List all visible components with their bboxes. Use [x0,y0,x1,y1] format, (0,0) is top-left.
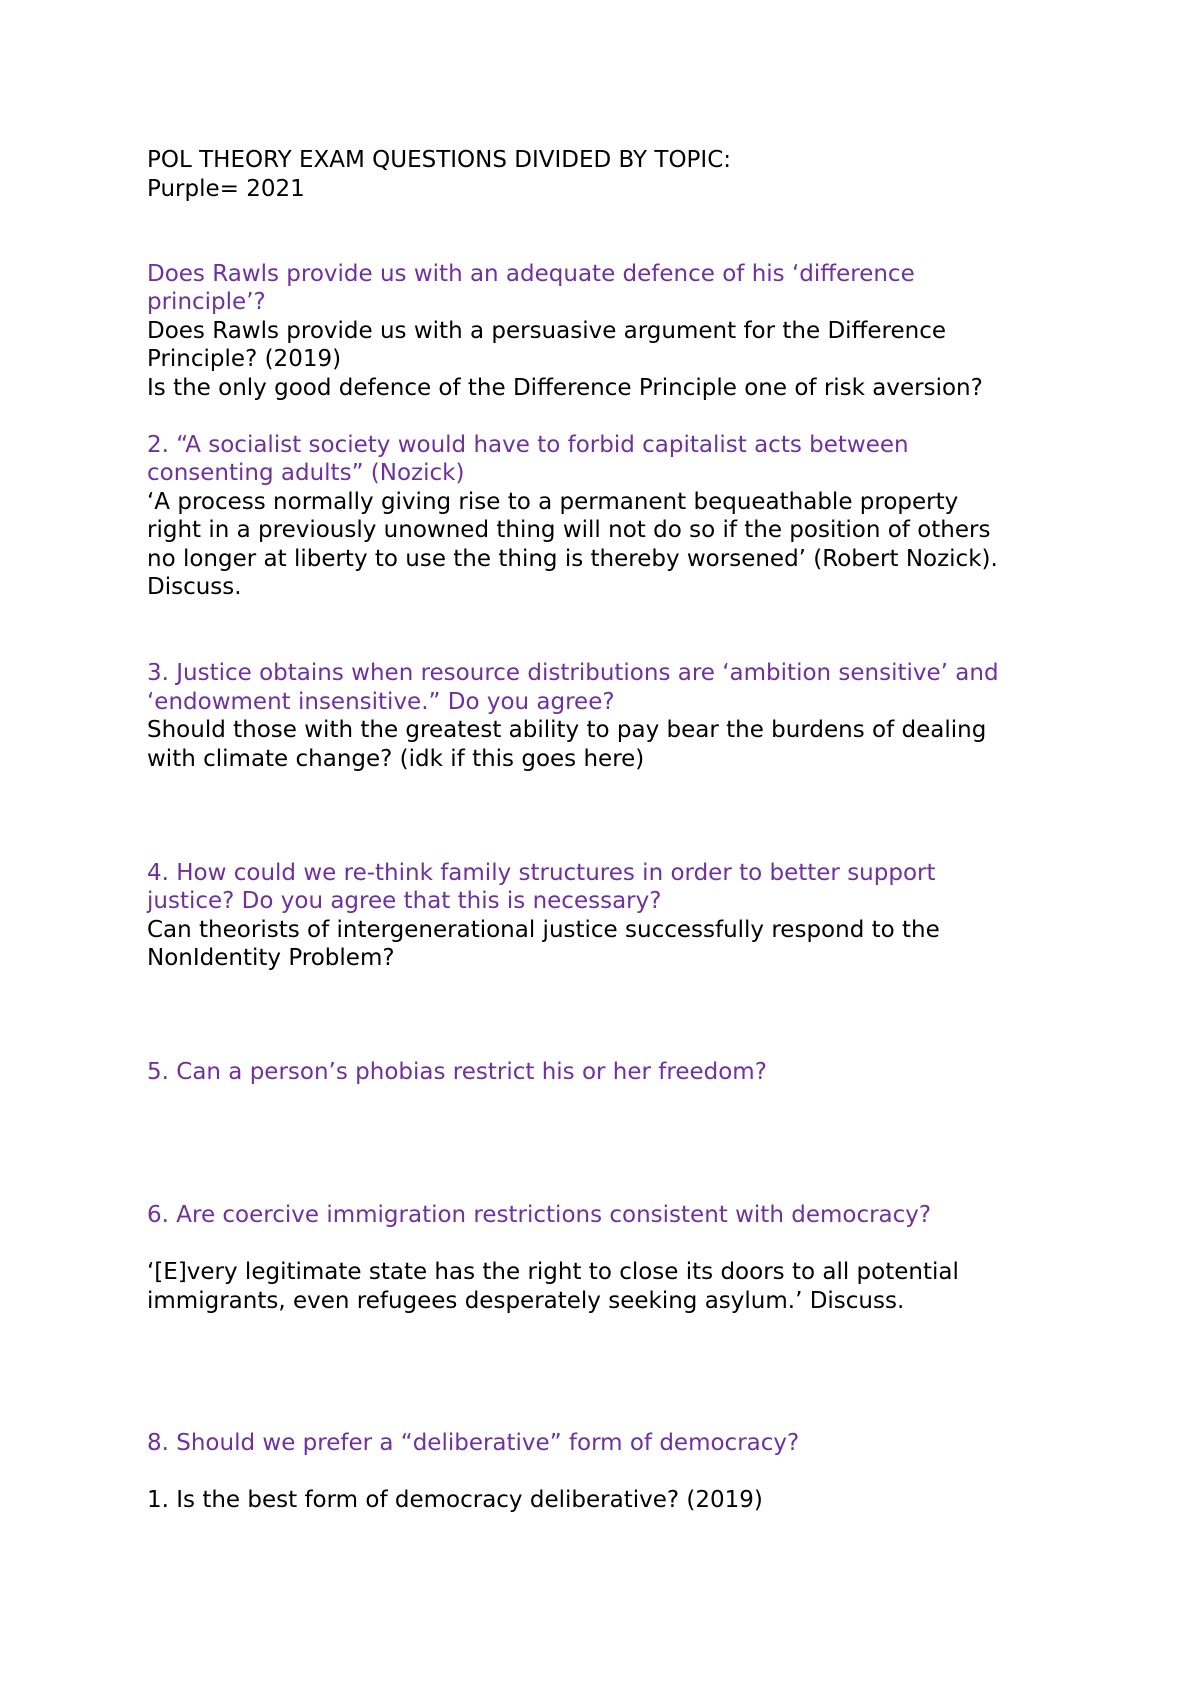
question-line: Should those with the greatest ability to pay bear the burdens of dealing [147,717,987,743]
question-line: Discuss. [147,574,242,600]
question-line: Principle? (2019) [147,346,342,372]
question-line: NonIdentity Problem? [147,945,395,971]
question-line: Can theorists of intergenerational justice successfully respond to the [147,917,940,943]
question-2021-line: 8. Should we prefer a “deliberative” form of democracy? [147,1430,800,1456]
question-2021-line: principle’? [147,289,266,315]
question-line: ‘A process normally giving rise to a permanent bequeathable property [147,489,959,515]
question-line: Does Rawls provide us with a persuasive argument for the Difference [147,318,947,344]
question-line: Is the only good defence of the Difference Principle one of risk aversion? [147,375,983,401]
question-line: with climate change? (idk if this goes here) [147,746,645,772]
question-line: right in a previously unowned thing will not do so if the position of others [147,517,991,543]
document-title: POL THEORY EXAM QUESTIONS DIVIDED BY TOPIC: [147,147,732,173]
question-2021-line: consenting adults” (Nozick) [147,460,465,486]
question-2021-line: 2. “A socialist society would have to forbid capitalist acts between [147,432,909,458]
question-line: no longer at liberty to use the thing is thereby worsened’ (Robert Nozick). [147,546,998,572]
question-2021-line: Does Rawls provide us with an adequate defence of his ‘difference [147,261,915,287]
question-2021-line: ‘endowment insensitive.” Do you agree? [147,689,615,715]
question-2021-line: 5. Can a person’s phobias restrict his or her freedom? [147,1059,767,1085]
color-legend: Purple= 2021 [147,176,305,202]
question-line: immigrants, even refugees desperately seeking asylum.’ Discuss. [147,1288,905,1314]
question-2021-line: 4. How could we re-think family structures in order to better support [147,860,936,886]
question-line: 1. Is the best form of democracy deliberative? (2019) [147,1487,763,1513]
question-2021-line: justice? Do you agree that this is necessary? [147,888,662,914]
question-2021-line: 3. Justice obtains when resource distributions are ‘ambition sensitive’ and [147,660,999,686]
question-2021-line: 6. Are coercive immigration restrictions consistent with democracy? [147,1202,932,1228]
question-line: ‘[E]very legitimate state has the right to close its doors to all potential [147,1259,959,1285]
